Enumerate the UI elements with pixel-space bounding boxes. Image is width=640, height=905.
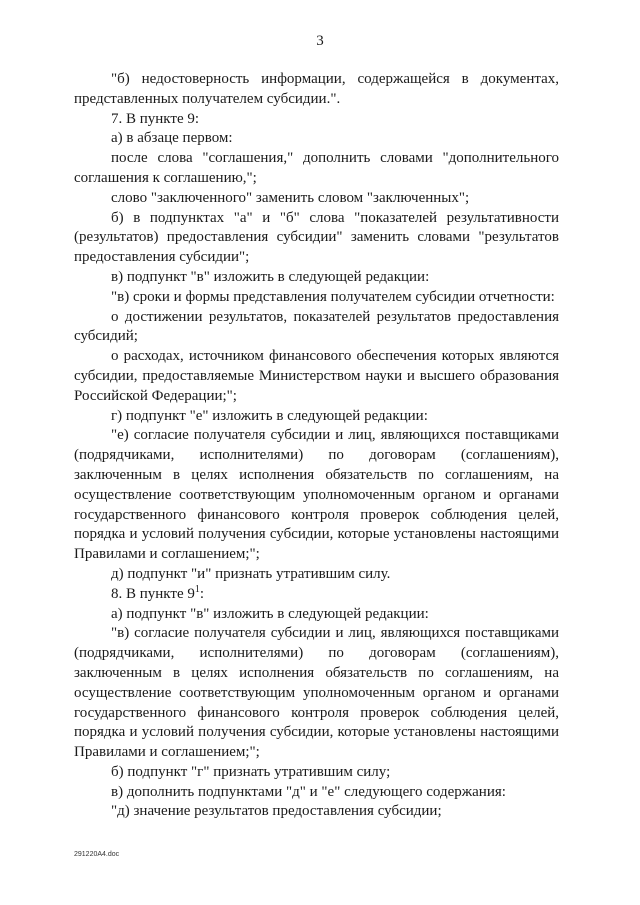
- paragraph: а) в абзаце первом:: [111, 130, 233, 147]
- paragraph: в) дополнить подпунктами "д" и "е" следующего содержания:: [111, 783, 506, 800]
- paragraph: "в) сроки и формы представления получателем субсидии отчетности:: [111, 288, 555, 305]
- paragraph: г) подпункт "е" изложить в следующей редакции:: [111, 407, 428, 424]
- item-8-heading: [74, 585, 559, 605]
- paragraph: б) подпункт "г" признать утратившим силу;: [111, 763, 391, 780]
- paragraph: д) подпункт "и" признать утратившим силу.: [111, 565, 391, 582]
- paragraph: 7. В пункте 9:: [111, 110, 200, 127]
- item-8-text: 8. В пункте 9: [111, 585, 195, 602]
- paragraph: "е) согласие получателя субсидии и лиц, являющихся поставщиками (подрядчиками, исполнителями) по договорам (соглашениям), заключенным в целях исполнения обязательств по соглашениям, на осуществление соответствующим уполномоченным органом и органами государственного финансового контроля проверок соблюдения целей, порядка и условий получения субсидии, которые установлены настоящими Правилами и соглашением;";: [74, 427, 559, 563]
- paragraph: "в) согласие получателя субсидии и лиц, являющихся поставщиками (подрядчиками, исполнителями) по договорам (соглашениям), заключенным в целях исполнения обязательств по соглашениям, на осуществление соответствующим уполномоченным органом и органами государственного финансового контроля проверок соблюдения целей, порядка и условий получения субсидии, которые установлены настоящими Правилами и соглашением;";: [74, 625, 559, 761]
- file-name-footer: 291220А4.doc: [74, 851, 120, 858]
- page-number: 3: [316, 33, 324, 49]
- paragraph: "б) недостоверность информации, содержащейся в документах, представленных получателем субсидии.".: [74, 71, 559, 107]
- paragraph: слово "заключенного" заменить словом "заключенных";: [111, 189, 470, 206]
- paragraph: б) в подпунктах "а" и "б" слова "показателей результативности (результатов) предоставления субсидии" заменить словами "результатов предоставления субсидии";: [74, 209, 559, 266]
- paragraph: "д) значение результатов предоставления субсидии;: [111, 803, 442, 820]
- paragraph: после слова "соглашения," дополнить словами "дополнительного соглашения к соглашению,";: [74, 150, 559, 186]
- item-8-suffix: :: [199, 585, 205, 602]
- item-8-superscript: 1: [194, 583, 200, 595]
- paragraph: о расходах, источником финансового обеспечения которых являются субсидии, предоставляемые Министерством науки и высшего образования Российской Федерации;";: [74, 348, 559, 404]
- paragraph: а) подпункт "в" изложить в следующей редакции:: [111, 605, 429, 622]
- paragraph: о достижении результатов, показателей результатов предоставления субсидий;: [74, 308, 559, 345]
- paragraph: в) подпункт "в" изложить в следующей редакции:: [111, 268, 430, 285]
- document-body: [74, 70, 559, 822]
